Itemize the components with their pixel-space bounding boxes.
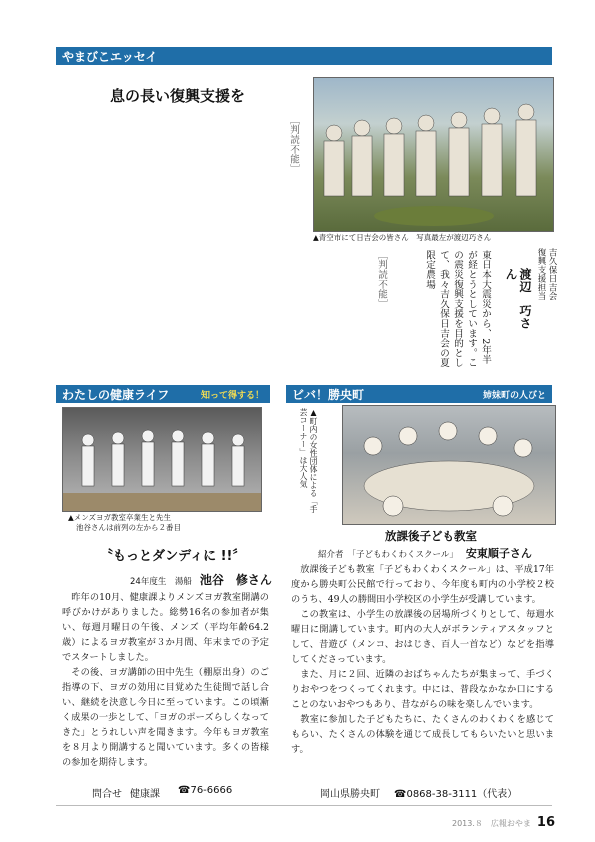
section-header-kenko-life — [56, 385, 270, 403]
section-title: わたしの健康ライフ — [62, 387, 170, 402]
biva-photo-caption: ▲町内の女性団体による「手芸コーナー」は大人気 — [299, 408, 318, 514]
contact-place: 岡山県勝央町 — [320, 789, 380, 800]
biva-contact — [320, 785, 517, 800]
kenko-headline: 〝もっとダンディに !!〞 — [100, 549, 246, 564]
yoga-class-photo — [62, 407, 262, 512]
essay-photo-caption: ▲青空市にて日吉会の皆さん 写真最左が渡辺巧さん — [313, 233, 492, 242]
introducer-org: 「子どもわくわくスクール」 — [347, 550, 458, 560]
section-subtitle: 知って得する！ — [200, 390, 264, 401]
essay-headline: 息の長い復興支援を — [110, 87, 246, 105]
biva-paragraph-2: この教室は、小学生の放課後の居場所づくりとして、毎週水曜日に開講しています。町内の大人がボランティアスタッフとして、昔遊び（メンコ、おはじき、百人一首など）などを指導してくださっています。 — [291, 609, 554, 665]
kenko-paragraph-2: その後、ヨガ講師の田中先生（棚原出身）のご指導の下、ヨガの効用に目覚めた生徒間で話し合い、継続を決意し今日に至っています。この頃漸く成果の一歩として、「ヨガのポーズらしくなってきた」とうれしい声を聞きます。今年もヨガ教室を８月より開講すると聞いています。多くの皆様の参加を期待します。 — [62, 667, 269, 768]
essay-photo — [313, 77, 554, 232]
contact-label: 問合せ — [92, 789, 122, 800]
introducer-name: 安東順子さん — [465, 547, 532, 560]
section-subtitle: 姉妹町の人びと — [482, 390, 546, 401]
craft-corner-photo — [342, 405, 556, 525]
yoga-photo-caption-1: ▲メンズヨガ教室卒業生と先生 — [68, 513, 172, 522]
biva-body — [291, 562, 554, 757]
kenko-contact — [92, 785, 232, 800]
essay-body-right-2: ［判読不能］ — [376, 250, 387, 309]
section-title: ビバ！勝央町 — [292, 387, 365, 402]
kenko-author — [130, 571, 272, 588]
essay-body-left: ［判読不能］ — [288, 115, 299, 174]
kenko-paragraph-1: 昨年の10月、健康課よりメンズヨガ教室開講の呼びかけがありました。総勢16名の参加者が集い、毎週月曜日の午後、メンズ（平均年齢64.2歳）によるヨガ教室が３か月間、年末までの予定でスタートしました。 — [62, 592, 269, 663]
biva-introducer — [318, 545, 532, 561]
essay-author-org: 吉久保日吉会 復興支援担当 — [536, 248, 557, 301]
kenko-body — [62, 590, 269, 770]
essay-body-right: 東日本大震災から、2年半が経とうとしています。この震災復興支援を目的として、我々吉久保日吉会の夏限定農場 — [424, 250, 491, 368]
issue-label: 2013.８ 広報おやま — [452, 819, 531, 828]
children-crafting-illustration — [343, 406, 555, 524]
introducer-label: 紹介者 — [318, 550, 344, 560]
page-number: 16 — [536, 815, 555, 830]
page-footer — [452, 815, 555, 830]
biva-paragraph-3: また、月に２回、近隣のおばちゃんたちが集まって、手づくりおやつをつくってくれます。中には、普段なかなか口にすることのないおやつもあり、昔ながらの味を楽しんでいます。 — [291, 669, 554, 710]
biva-paragraph-1: 放課後子ども教室「子どもわくわくスクール」は、平成17年度から勝央町公民館で行っており、今年度も町内の小学校２校のうち、49人の勝間田小学校区の小学生が受講しています。 — [291, 564, 554, 605]
section-title: やまびこエッセイ — [62, 49, 158, 64]
contact-dept: 健康課 — [130, 789, 160, 800]
yoga-photo-caption-2: 池谷さんは前列の左から２番目 — [76, 523, 181, 532]
kenko-author-meta: 24年度生 湯船 — [130, 577, 192, 587]
yoga-students-illustration — [63, 408, 261, 511]
biva-paragraph-4: 教室に参加した子どもたちに、たくさんのわくわくを感じてもらい、たくさんの体験を通じて成長してもらいたいと思います。 — [291, 714, 554, 755]
biva-headline: 放課後子ども教室 — [385, 529, 477, 543]
contact-phone: ☎76-6666 — [178, 785, 233, 796]
footer-divider — [56, 805, 552, 806]
kenko-author-name: 池谷 修さん — [199, 573, 272, 587]
contact-phone: ☎0868-38-3111（代表） — [394, 789, 518, 800]
section-header-viva-shoo — [286, 385, 552, 403]
section-header-yamabiko-essay — [56, 47, 552, 65]
people-group-illustration — [314, 78, 553, 231]
essay-author-name: 渡辺 巧さん — [504, 268, 532, 329]
